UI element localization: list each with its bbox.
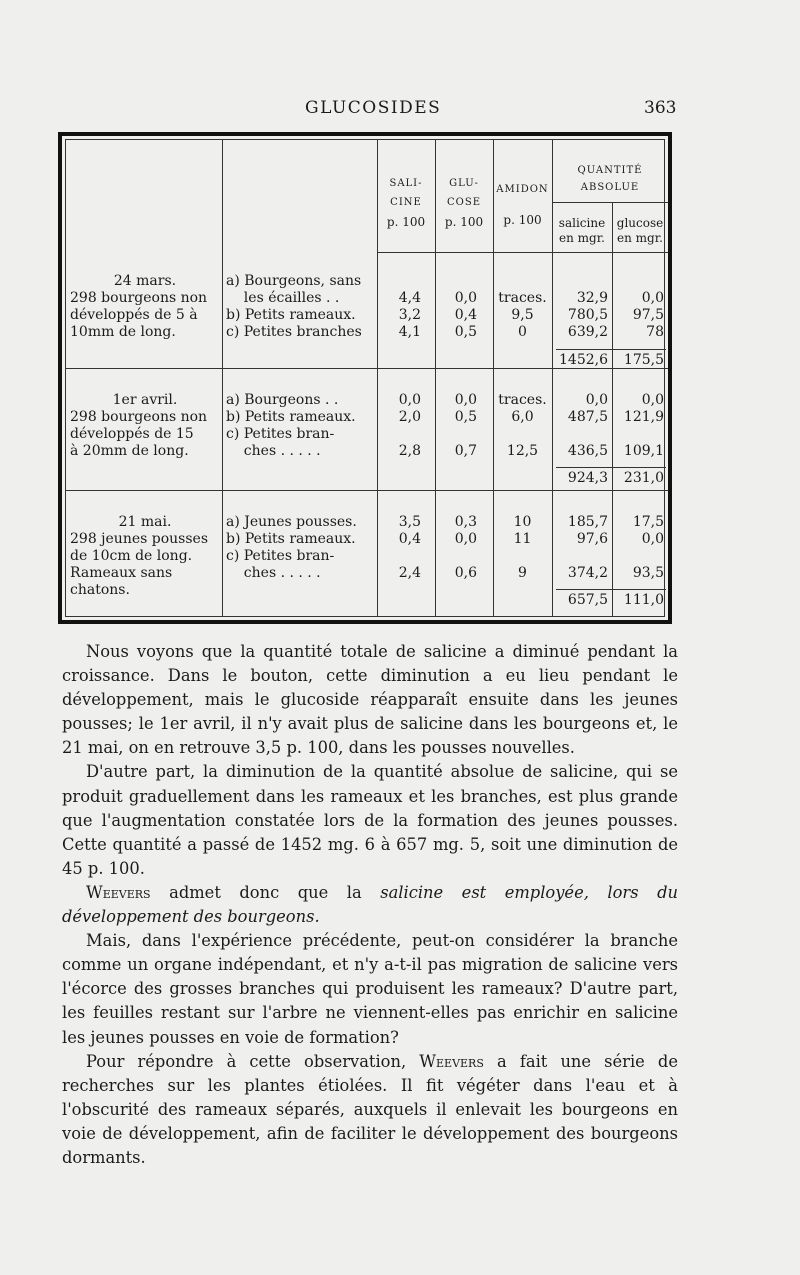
value-glucose: 0,3 [454, 514, 477, 530]
group-description: 298 jeunes pousses [70, 531, 208, 547]
value-glucose-mg: 0,0 [641, 392, 664, 408]
total-glucose-mg: 231,0 [623, 470, 664, 486]
total-rule [556, 349, 666, 350]
value-glucose: 0,0 [454, 290, 477, 306]
value-glucose: 0,5 [454, 324, 477, 340]
value-amidon: 9 [518, 565, 527, 581]
author-name: Weevers [86, 882, 151, 902]
group-description: 10mm de long. [70, 324, 176, 340]
value-amidon: 6,0 [511, 409, 534, 425]
unit-glucose-mg: glucose en mgr. [616, 216, 664, 245]
value-salicine: 3,2 [398, 307, 421, 323]
paragraph-text: a fait une série de recherches sur les plantes étiolées. Il fit végéter dans l'eau et à l'obscurité des rameaux séparés, auxquels il enlevait les bourgeons en voie de développement, afin de faciliter le développement des bourgeons dormants. [62, 1051, 678, 1167]
value-amidon: 9,5 [511, 307, 534, 323]
value-salicine-mg: 97,6 [576, 531, 608, 547]
value-glucose-mg: 78 [646, 324, 664, 340]
unit-salicine-mg: salicine en mgr. [558, 216, 606, 245]
value-glucose-mg: 97,5 [632, 307, 664, 323]
running-title: GLUCOSIDES [305, 98, 442, 118]
value-glucose-mg: 0,0 [641, 290, 664, 306]
value-salicine: 0,0 [398, 392, 421, 408]
data-table-inner [65, 139, 665, 617]
value-glucose: 0,6 [454, 565, 477, 581]
page-number: 363 [644, 98, 677, 118]
value-salicine: 2,0 [398, 409, 421, 425]
value-salicine: 2,4 [398, 565, 421, 581]
total-salicine-mg: 924,3 [567, 470, 608, 486]
value-glucose-mg: 121,9 [623, 409, 664, 425]
group-description: Rameaux sans [70, 565, 173, 581]
group-description: développés de 15 [70, 426, 194, 442]
row-label: a) Bourgeons . . [226, 392, 339, 408]
author-name: Weevers [419, 1051, 484, 1071]
paragraph [62, 881, 678, 929]
unit-salicine: p. 100 [386, 215, 426, 229]
value-glucose-mg: 0,0 [641, 531, 664, 547]
page-header [0, 98, 800, 122]
value-salicine: 4,1 [398, 324, 421, 340]
group-description: développés de 5 à [70, 307, 198, 323]
value-glucose: 0,0 [454, 392, 477, 408]
value-salicine: 2,8 [398, 443, 421, 459]
value-salicine-mg: 0,0 [585, 392, 608, 408]
value-amidon: 11 [513, 531, 532, 547]
data-table [58, 132, 672, 624]
row-label: b) Petits rameaux. [226, 307, 356, 323]
row-divider [377, 252, 668, 253]
value-glucose-mg: 17,5 [632, 514, 664, 530]
paragraph-text: Pour répondre à cette observation, [86, 1051, 420, 1071]
value-glucose-mg: 93,5 [632, 565, 664, 581]
total-rule [556, 467, 666, 468]
value-salicine-mg: 185,7 [567, 514, 608, 530]
unit-amidon: p. 100 [503, 213, 542, 227]
group-description: 298 bourgeons non [70, 290, 208, 306]
value-amidon: 10 [513, 514, 532, 530]
total-rule [556, 589, 666, 590]
italic-text: salicine est employée, lors du développement des bourgeons. [62, 882, 678, 927]
value-amidon: traces. [498, 290, 547, 306]
header-glucose: GLU- COSE [447, 178, 481, 208]
group-description: à 20mm de long. [70, 443, 189, 459]
value-salicine-mg: 436,5 [567, 443, 608, 459]
group-description: 298 bourgeons non [70, 409, 208, 425]
value-glucose: 0,0 [454, 531, 477, 547]
row-divider [66, 490, 668, 491]
row-label: c) Petites bran- ches . . . . . [226, 426, 335, 459]
value-glucose: 0,7 [454, 443, 477, 459]
total-glucose-mg: 175,5 [623, 352, 664, 368]
row-label: b) Petits rameaux. [226, 531, 356, 547]
header-salicine: SALI- CINE [389, 178, 423, 208]
row-label: b) Petits rameaux. [226, 409, 356, 425]
row-divider [552, 202, 668, 203]
group-description: 1er avril. [112, 392, 178, 408]
value-glucose: 0,4 [454, 307, 477, 323]
row-label: c) Petites bran- ches . . . . . [226, 548, 335, 581]
value-amidon: 12,5 [506, 443, 539, 459]
col-divider [222, 140, 223, 616]
value-salicine-mg: 374,2 [567, 565, 608, 581]
value-amidon: 0 [518, 324, 527, 340]
value-glucose: 0,5 [454, 409, 477, 425]
total-salicine-mg: 657,5 [567, 592, 608, 608]
total-glucose-mg: 111,0 [623, 592, 664, 608]
unit-glucose: p. 100 [444, 215, 484, 229]
paragraph: Nous voyons que la quantité totale de salicine a diminué pendant la croissance. Dans le bouton, cette diminution a eu lieu pendant le développement, mais le glucoside réapparaît ensuite dans les jeunes pousses; le 1er avril, il n'y avait plus de salicine dans les bourgeons et, le 21 mai, on en retrouve 3,5 p. 100, dans les pousses nouvelles. [62, 642, 678, 758]
header-quantite: QUANTITÉ ABSOLUE [577, 165, 643, 193]
value-amidon: traces. [498, 392, 547, 408]
paragraph [62, 1050, 678, 1170]
value-salicine: 4,4 [398, 290, 421, 306]
body-text [62, 640, 678, 1170]
header-amidon: AMIDON [496, 184, 549, 195]
row-label: a) Jeunes pousses. [226, 514, 357, 530]
total-salicine-mg: 1452,6 [559, 352, 608, 368]
group-description: chatons. [70, 582, 130, 598]
paragraph: Mais, dans l'expérience précédente, peut-on considérer la branche comme un organe indépendant, et n'y a-t-il pas migration de salicine vers l'écorce des grosses branches qui produisent les rameaux? D'autre part, les feuilles restant sur l'arbre ne viennent-elles pas enrichir en salicine les jeunes pousses en voie de formation? [62, 931, 678, 1047]
value-salicine-mg: 639,2 [567, 324, 608, 340]
paragraph-text: admet donc que la [150, 882, 381, 902]
paragraph: D'autre part, la diminution de la quantité absolue de salicine, qui se produit graduellement dans les rameaux et les branches, est plus grande que l'augmentation constatée lors de la formation des jeunes pousses. Cette quantité a passé de 1452 mg. 6 à 657 mg. 5, soit une diminution de 45 p. 100. [62, 762, 678, 878]
group-description: 21 mai. [118, 514, 172, 530]
row-label: a) Bourgeons, sans les écailles . . [226, 273, 362, 306]
group-description: 24 mars. [113, 273, 177, 289]
value-salicine-mg: 32,9 [576, 290, 608, 306]
value-salicine: 0,4 [398, 531, 421, 547]
row-label: c) Petites branches [226, 324, 362, 340]
value-salicine-mg: 780,5 [567, 307, 608, 323]
group-description: de 10cm de long. [70, 548, 193, 564]
value-salicine-mg: 487,5 [567, 409, 608, 425]
value-salicine: 3,5 [398, 514, 421, 530]
value-glucose-mg: 109,1 [623, 443, 664, 459]
